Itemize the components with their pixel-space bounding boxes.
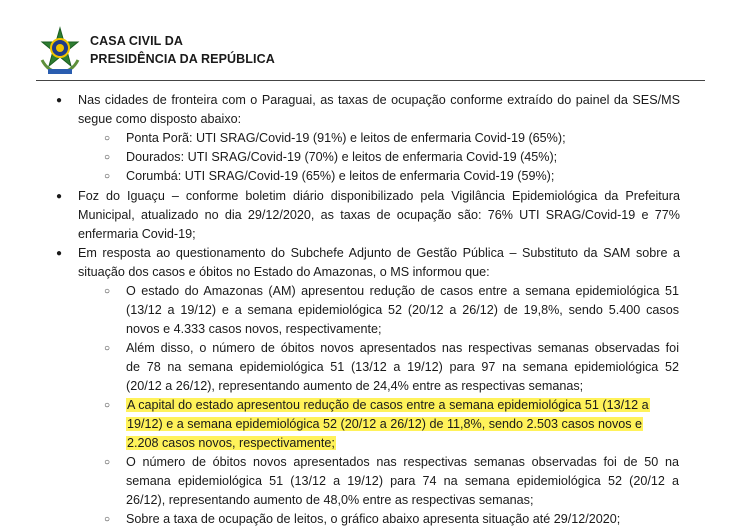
sub-bullet-circle: ○ xyxy=(104,171,111,182)
item-3-sub-1-line-2: (13/12 a 19/12) e a semana epidemiológica 52 (20/12 a 26/12) de 19,8%, sendo 5.400 casos xyxy=(126,303,679,317)
sub-bullet-circle: ○ xyxy=(104,152,111,163)
item-3-sub-1-line-3: novos e 4.333 casos novos, respectivamente; xyxy=(126,322,382,336)
item-3-sub-3-line-1 xyxy=(126,396,650,415)
item-3-line-1: Em resposta ao questionamento do Subchefe Adjunto de Gestão Pública – Substituto da SAM sobre a xyxy=(78,246,680,260)
item-3-sub-5-line-1: Sobre a taxa de ocupação de leitos, o gráfico abaixo apresenta situação até 29/12/2020; xyxy=(126,512,621,526)
document-header xyxy=(36,26,275,78)
item-3-sub-3-line-2 xyxy=(126,415,643,434)
bullet-dot: ● xyxy=(56,191,63,202)
item-1-line-1: Nas cidades de fronteira com o Paraguai, as taxas de ocupação conforme extraído do painel da SES/MS xyxy=(78,93,680,107)
bullet-dot: ● xyxy=(56,95,63,106)
item-3-sub-2-line-2: de 78 na semana epidemiológica 51 (13/12 a 19/12) para 97 na semana epidemiológica 52 xyxy=(126,360,679,374)
item-3-sub-2-line-3: (20/12 a 26/12), representando aumento de 24,4% entre as respectivas semanas; xyxy=(126,379,584,393)
item-1-sub-3: Corumbá: UTI SRAG/Covid-19 (65%) e leitos de enfermaria Covid-19 (59%); xyxy=(126,169,555,183)
bullet-dot: ● xyxy=(56,248,63,259)
item-3-sub-4-line-3: 26/12), representando aumento de 48,0% entre as respectivas semanas; xyxy=(126,493,534,507)
item-3-sub-1-line-1: O estado do Amazonas (AM) apresentou redução de casos entre a semana epidemiológica 51 xyxy=(126,284,679,298)
sub-bullet-circle: ○ xyxy=(104,400,111,411)
item-3-sub-4-line-2: semana epidemiológica 51 (13/12 a 19/12) para 74 na semana epidemiológica 52 (20/12 a xyxy=(126,474,679,488)
org-line-2: PRESIDÊNCIA DA REPÚBLICA xyxy=(90,52,275,66)
org-line-1: CASA CIVIL DA xyxy=(90,34,183,48)
highlighted-text: A capital do estado apresentou redução de casos entre a semana epidemiológica 51 (13/12 a xyxy=(127,398,649,412)
item-3-line-2: situação dos casos e óbitos no Estado do Amazonas, o MS informou que: xyxy=(78,265,490,279)
header-divider xyxy=(36,80,705,81)
item-1-sub-1: Ponta Porã: UTI SRAG/Covid-19 (91%) e leitos de enfermaria Covid-19 (65%); xyxy=(126,131,566,145)
organization-name xyxy=(90,32,275,68)
item-1-line-2: segue como disposto abaixo: xyxy=(78,112,242,126)
item-2-line-1: Foz do Iguaçu – conforme boletim diário disponibilizado pela Vigilância Epidemiológica da Prefeitura xyxy=(78,189,680,203)
highlighted-text: 19/12) e a semana epidemiológica 52 (20/12 a 26/12) de 11,8%, sendo 2.503 casos novos e xyxy=(127,417,643,431)
sub-bullet-circle: ○ xyxy=(104,514,111,525)
highlighted-text: 2.208 casos novos, respectivamente; xyxy=(127,436,335,450)
sub-bullet-circle: ○ xyxy=(104,286,111,297)
item-2-line-3: enfermaria Covid-19; xyxy=(78,227,196,241)
item-3-sub-2-line-1: Além disso, o número de óbitos novos apresentados nas respectivas semanas observadas foi xyxy=(126,341,679,355)
coat-of-arms-icon xyxy=(36,26,84,76)
sub-bullet-circle: ○ xyxy=(104,457,111,468)
item-3-sub-4-line-1: O número de óbitos novos apresentados nas respectivas semanas observadas foi de 50 na xyxy=(126,455,679,469)
item-1-sub-2: Dourados: UTI SRAG/Covid-19 (70%) e leitos de enfermaria Covid-19 (45%); xyxy=(126,150,558,164)
item-2-line-2: Municipal, atualizado no dia 29/12/2020, as taxas de ocupação são: 76% UTI SRAG/Covid-19 e 77% xyxy=(78,208,680,222)
sub-bullet-circle: ○ xyxy=(104,343,111,354)
item-3-sub-3-line-3 xyxy=(126,434,336,453)
sub-bullet-circle: ○ xyxy=(104,133,111,144)
